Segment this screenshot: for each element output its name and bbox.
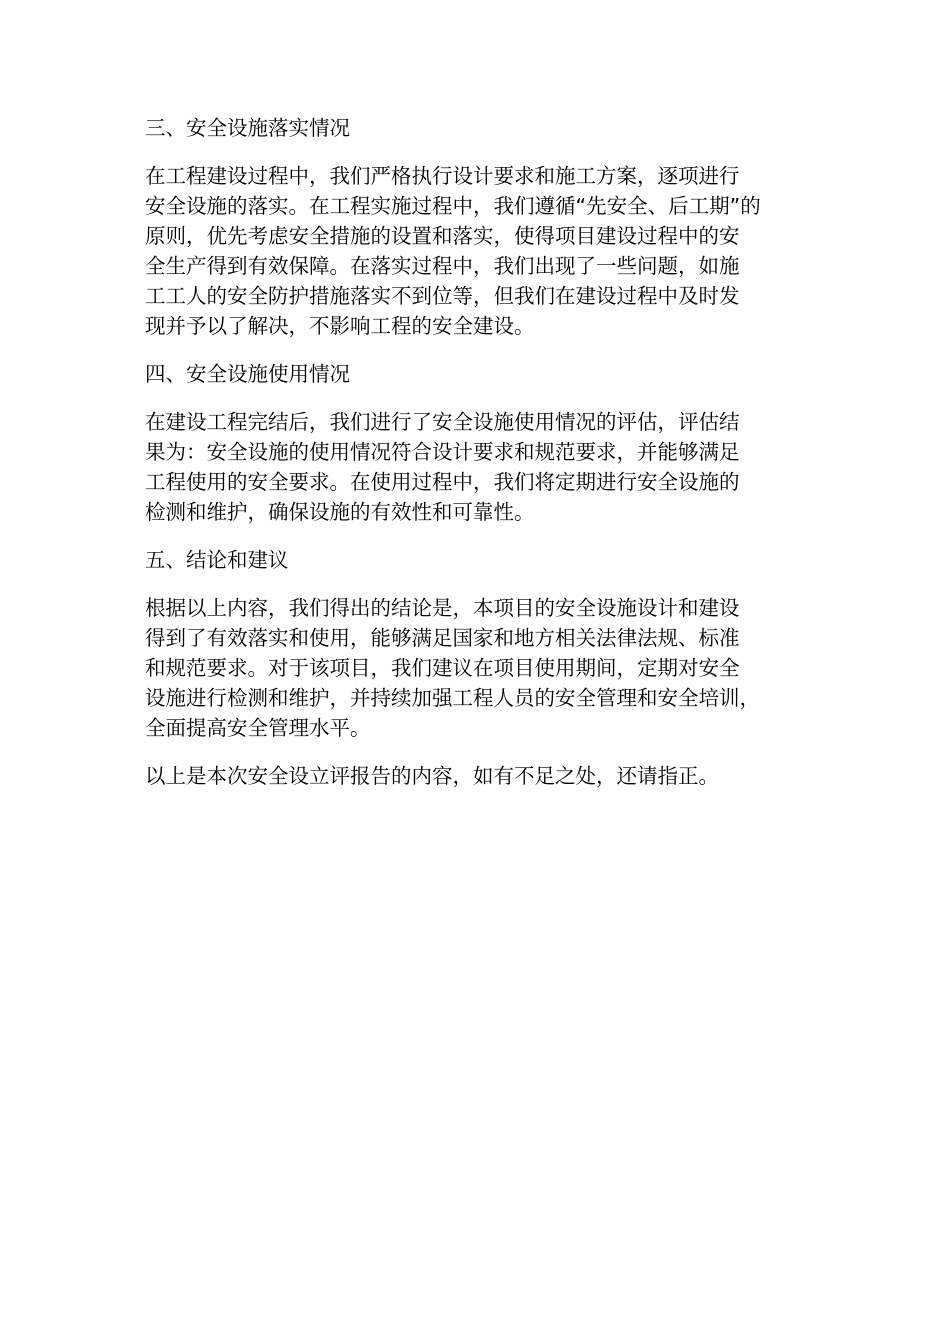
paragraph-line: 安全设施的落实。在工程实施过程中，我们遵循“先安全、后工期”的	[145, 194, 761, 218]
paragraph-line: 设施进行检测和维护，并持续加强工程人员的安全管理和安全培训，	[145, 686, 760, 710]
section-heading-5: 五、结论和建议	[145, 548, 289, 572]
paragraph-line: 全生产得到有效保障。在落实过程中，我们出现了一些问题，如施	[145, 254, 740, 278]
section-heading-4: 四、安全设施使用情况	[145, 362, 350, 386]
section-paragraph-5	[145, 593, 817, 743]
document-page	[145, 113, 817, 809]
paragraph-line: 现并予以了解决，不影响工程的安全建设。	[145, 314, 535, 338]
paragraph-line: 在建设工程完结后，我们进行了安全设施使用情况的评估，评估结	[145, 410, 740, 434]
paragraph-line: 检测和维护，确保设施的有效性和可靠性。	[145, 500, 535, 524]
paragraph-line: 工工人的安全防护措施落实不到位等，但我们在建设过程中及时发	[145, 284, 740, 308]
paragraph-line: 得到了有效落实和使用，能够满足国家和地方相关法律法规、标准	[145, 626, 740, 650]
paragraph-line: 在工程建设过程中，我们严格执行设计要求和施工方案，逐项进行	[145, 164, 740, 188]
closing-paragraph: 以上是本次安全设立评报告的内容，如有不足之处，还请指正。	[145, 764, 719, 788]
section-paragraph-3	[145, 161, 817, 341]
paragraph-line: 工程使用的安全要求。在使用过程中，我们将定期进行安全设施的	[145, 470, 740, 494]
paragraph-line: 果为：安全设施的使用情况符合设计要求和规范要求，并能够满足	[145, 440, 740, 464]
paragraph-line: 全面提高安全管理水平。	[145, 716, 371, 740]
section-paragraph-4	[145, 407, 817, 527]
paragraph-line: 和规范要求。对于该项目，我们建议在项目使用期间，定期对安全	[145, 656, 740, 680]
paragraph-line: 原则，优先考虑安全措施的设置和落实，使得项目建设过程中的安	[145, 224, 740, 248]
section-heading-3: 三、安全设施落实情况	[145, 116, 350, 140]
paragraph-line: 根据以上内容，我们得出的结论是，本项目的安全设施设计和建设	[145, 596, 740, 620]
